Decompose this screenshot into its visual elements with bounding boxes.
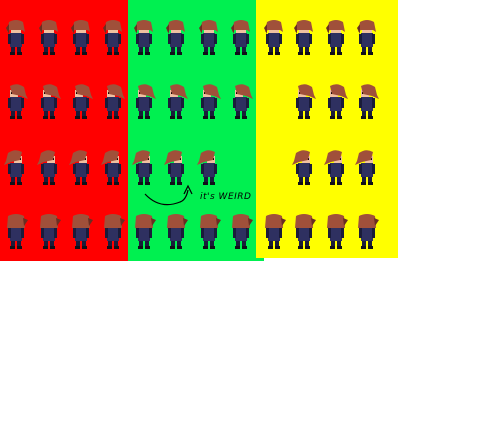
red-sprite-r3-c2 <box>36 148 62 186</box>
green-sprite-r1-c2 <box>163 18 189 56</box>
red-sprite-r2-c3 <box>68 82 94 120</box>
green-sprite-r4-c1 <box>131 212 157 250</box>
green-sprite-r4-c4 <box>228 212 254 250</box>
yellow-sprite-r4-c2 <box>291 212 317 250</box>
yellow-sprite-r1-c4 <box>354 18 380 56</box>
green-sprite-r4-c2 <box>163 212 189 250</box>
red-sprite-r1-c4 <box>100 18 126 56</box>
green-sprite-r2-c2 <box>163 82 189 120</box>
yellow-sprite-r4-c3 <box>323 212 349 250</box>
yellow-sprite-r2-c4 <box>354 82 380 120</box>
red-sprite-r4-c2 <box>36 212 62 250</box>
red-sprite-r2-c1 <box>3 82 29 120</box>
yellow-sprite-r3-c3 <box>323 148 349 186</box>
yellow-sprite-r2-c3 <box>323 82 349 120</box>
red-sprite-r4-c4 <box>100 212 126 250</box>
green-sprite-r2-c4 <box>228 82 254 120</box>
yellow-sprite-r3-c2 <box>291 148 317 186</box>
annotation-text: it's WEIRD <box>200 192 252 202</box>
green-sprite-r2-c3 <box>196 82 222 120</box>
yellow-sprite-r3-c4 <box>354 148 380 186</box>
red-sprite-r2-c2 <box>36 82 62 120</box>
yellow-sprite-r4-c1 <box>261 212 287 250</box>
red-sprite-r1-c3 <box>68 18 94 56</box>
yellow-sprite-r1-c2 <box>291 18 317 56</box>
green-sprite-r2-c1 <box>131 82 157 120</box>
yellow-sprite-r1-c1 <box>261 18 287 56</box>
red-sprite-r2-c4 <box>100 82 126 120</box>
red-sprite-r3-c4 <box>100 148 126 186</box>
yellow-sprite-r1-c3 <box>323 18 349 56</box>
red-sprite-r1-c2 <box>36 18 62 56</box>
red-sprite-r4-c3 <box>68 212 94 250</box>
green-sprite-r1-c3 <box>196 18 222 56</box>
yellow-sprite-r2-c2 <box>291 82 317 120</box>
red-sprite-r4-c1 <box>3 212 29 250</box>
green-sprite-r1-c4 <box>228 18 254 56</box>
green-sprite-r1-c1 <box>131 18 157 56</box>
yellow-sprite-r4-c4 <box>354 212 380 250</box>
red-sprite-r3-c3 <box>68 148 94 186</box>
red-sprite-r1-c1 <box>3 18 29 56</box>
green-sprite-r4-c3 <box>196 212 222 250</box>
red-sprite-r3-c1 <box>3 148 29 186</box>
